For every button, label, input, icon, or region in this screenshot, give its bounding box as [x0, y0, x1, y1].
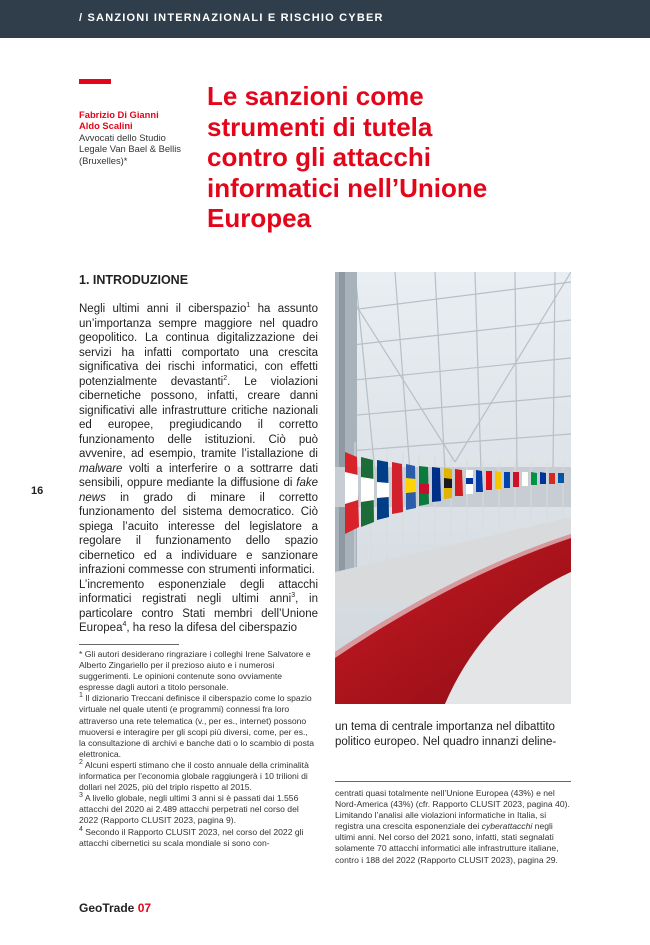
text-run: L’incremento esponenziale degli attacchi informatici registrati negli ultimi anni — [79, 578, 318, 605]
footnote-text: A livello globale, negli ultimi 3 anni si è passati dai 1.556 attacchi del 2020 ai 2.489 attacchi perpetrati nel corso del 2022 (Rapporto CLUSIT 2023, pagina 9). — [79, 793, 299, 826]
author-name: Fabrizio Di Gianni — [79, 109, 159, 120]
footnote — [79, 760, 316, 793]
body-continuation: un tema di centrale importanza nel dibattito politico europeo. Nel quadro innanzi deline- — [335, 721, 557, 748]
footnote-ref[interactable]: 3 — [291, 592, 296, 600]
footnote — [79, 793, 316, 826]
author-affiliation: (Bruxelles)* — [79, 154, 128, 166]
brand-name: GeoTrade — [79, 901, 135, 915]
footnote-number: 4 — [79, 825, 83, 833]
italic-term: malware — [79, 462, 123, 475]
footnote-text: Secondo il Rapporto CLUSIT 2023, nel corso del 2022 gli attacchi cibernetici su scala mondiale si sono con- — [79, 826, 304, 848]
section-title: / SANZIONI INTERNAZIONALI E RISCHIO CYBER — [79, 12, 384, 24]
footnote-number: 3 — [79, 792, 83, 800]
author-name: Aldo Scalini — [79, 120, 133, 132]
footnote-separator — [79, 644, 179, 645]
footnote: * Gli autori desiderano ringraziare i colleghi Irene Salvatore e Alberto Zingariello per il prezioso aiuto e i numerosi suggerimenti. Le opinioni contenute sono ovviamente espresse dagli autori a titolo personale. — [79, 649, 311, 693]
article-body — [79, 302, 318, 636]
footnote-ref[interactable]: 2 — [223, 374, 228, 382]
section-heading: 1. INTRODUZIONE — [79, 273, 189, 287]
italic-term: cyberattacchi — [481, 821, 533, 832]
article-title — [207, 81, 567, 234]
footnote — [79, 693, 316, 760]
text-run: in grado di minare il corretto funzionamento del sistema democratico. Ciò spiega l’acuito interesse del legislatore a regolare il funzionamento dello spazio cibernetico ed a individuare e sanzionare infrazioni commesse con strumenti informatici. — [79, 491, 318, 576]
footnote-separator — [335, 781, 571, 782]
body-paragraph — [79, 302, 318, 578]
footnote-ref[interactable]: 4 — [122, 621, 127, 629]
page-number: 16 — [31, 485, 44, 497]
author-affiliation: Legale Van Bael & Bellis — [79, 143, 181, 155]
author-affiliation: Avvocati dello Studio — [79, 131, 166, 143]
text-run: volti a interferire o a sottrarre dati sensibili, oppure mediante la diffusione di — [79, 462, 318, 489]
footnote-number: 1 — [79, 692, 83, 700]
title-line: strumenti di tutela — [207, 111, 433, 142]
title-line: contro gli attacchi — [207, 142, 431, 172]
footnotes — [79, 649, 316, 849]
footnote-continuation — [335, 788, 572, 866]
footnote-text: Il dizionario Treccani definisce il ciberspazio come lo spazio virtuale nel quale utenti (e programmi) connessi fra loro attraverso una rete telematica (v., per es., internet) possono muoversi e interagire per gli scopi più diversi, come, per es., la consultazione di archivi e banche dati o lo scambio di posta elettronica. — [79, 693, 315, 759]
title-line: Le sanzioni come — [207, 81, 424, 111]
title-line: Europea — [207, 203, 312, 233]
text-run: Negli ultimi anni il ciberspazio — [79, 303, 247, 315]
text-run: , in particolare contro Stati membri dell’Unione Europea — [79, 593, 319, 634]
footnote-text: centrati quasi totalmente nell’Unione Europea (43%) e nel Nord-America (43%) (cfr. Rapporto CLUSIT 2023, pagina 40). Limitando l’analisi alle violazioni informatiche in Italia, si registra una crescita esponenziale dei — [335, 788, 570, 832]
italic-term: fake news — [79, 477, 318, 504]
title-line: informatici nell’Unione — [207, 172, 488, 203]
issue-number: 07 — [137, 901, 152, 915]
footnote — [335, 788, 572, 866]
footnote-number: 2 — [79, 759, 83, 767]
body-paragraph — [79, 578, 318, 636]
text-run: . Le violazioni cibernetiche possono, infatti, creare danni significativi alle infrastrutture critiche nazionali ed europee, pregiudicando il corretto funzionamento delle istituzioni. Ciò può avvenire, ad esempio, tramite l’istallazione di — [79, 375, 318, 460]
text-run: , ha reso la difesa del ciberspazio — [126, 622, 298, 634]
text-run: ha assunto un’importanza sempre maggiore nel quadro geopolitico. La continua digitalizzazione dei servizi ha infatti comportato una crescita significativa dei rischi informatici, con effetti potenzialmente devastanti — [79, 303, 319, 388]
footnote-ref[interactable]: 1 — [246, 302, 251, 310]
footer-logo — [79, 901, 151, 915]
author-block — [79, 109, 191, 166]
footnote-text: Alcuni esperti stimano che il costo annuale della criminalità informatica per l’economia globale raggiungerà i 10 trilioni di dollari nel 2025, più del triplo rispetto al 2015. — [79, 759, 309, 793]
footnote — [79, 827, 316, 849]
accent-bar — [79, 79, 111, 84]
section-header-bar — [0, 0, 650, 38]
footnote-text: negli ultimi anni. Nel corso del 2021 sono, infatti, stati segnalati solamente 70 attacchi informatici alle infrastrutture italiane, contro i 188 del 2022 (Rapporto CLUSIT 2023), pagina 29. — [335, 821, 559, 865]
flags-photo — [335, 272, 571, 704]
